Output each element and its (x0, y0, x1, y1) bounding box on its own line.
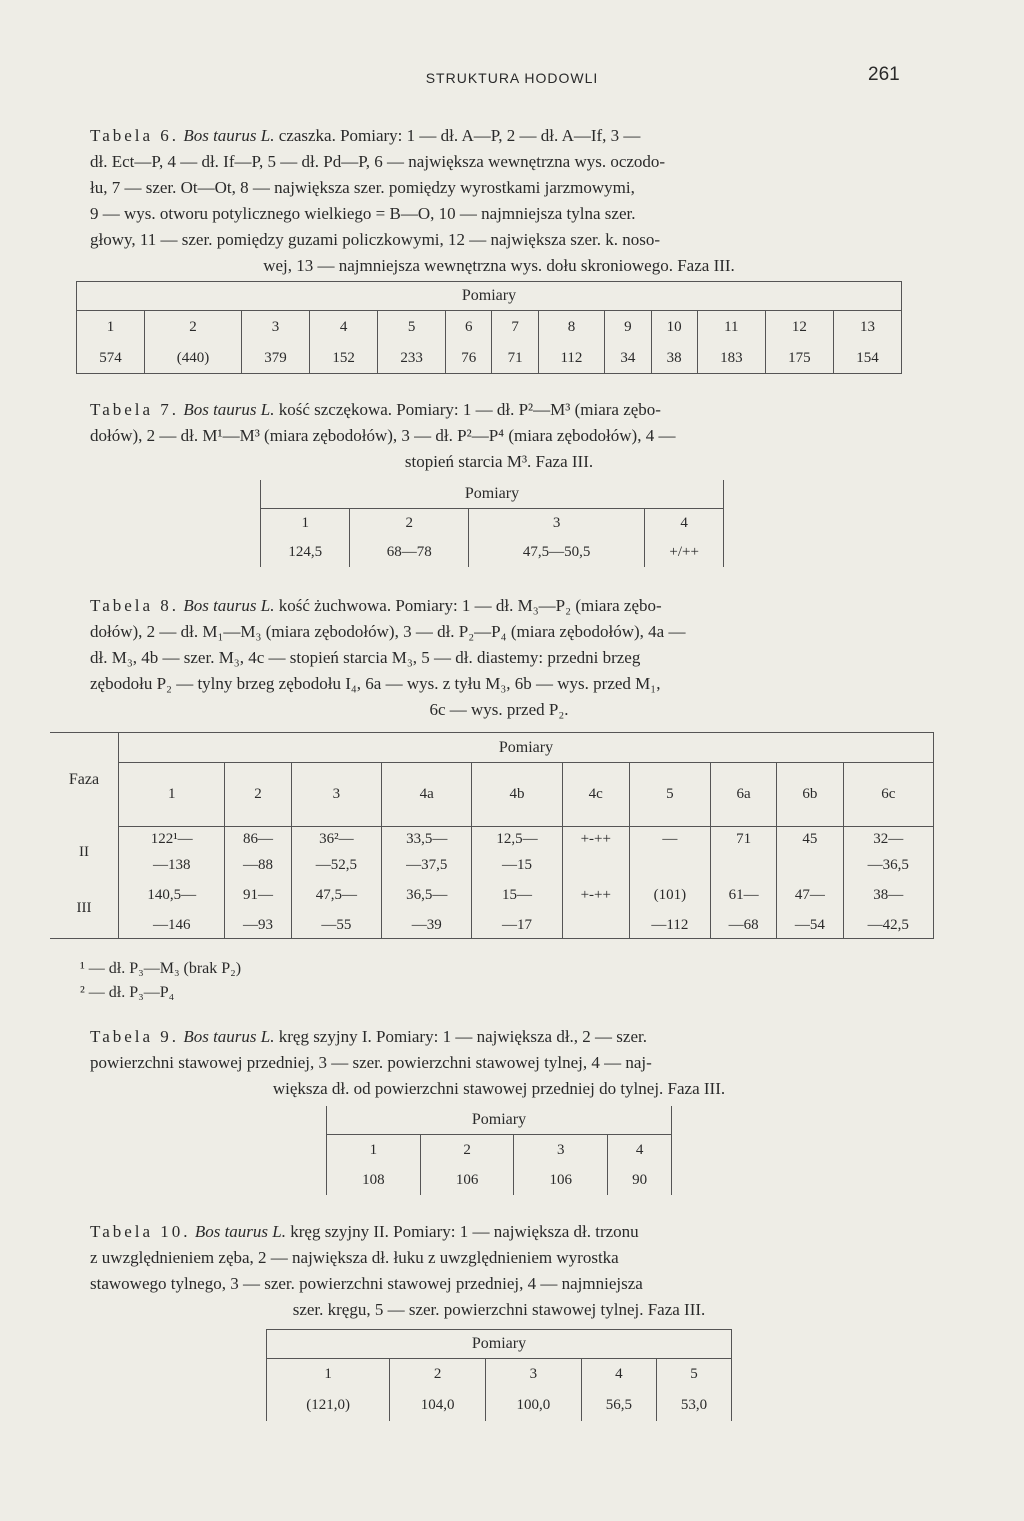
table-row (50, 913, 934, 939)
table6-cell: 233 (378, 344, 446, 374)
table7-pomiary-header: Pomiary (261, 480, 724, 509)
table8-cell (629, 853, 710, 879)
table9-header-row (327, 1135, 672, 1167)
table10-cell: 56,5 (581, 1391, 656, 1421)
table8-header-row (50, 763, 934, 827)
table9-caption-line1: kręg szyjny I. Pomiary: 1 — największa dł., 2 — szer. (278, 1027, 647, 1046)
table8-cell: 33,5— (382, 827, 472, 853)
table8-cell: 122¹— (150, 831, 193, 848)
table10-col-header: 5 (656, 1359, 731, 1391)
table9-col-header: 1 (327, 1135, 421, 1167)
table8-cell: —36,5 (843, 853, 933, 879)
table8-cell: —52,5 (291, 853, 381, 879)
table9-col-header: 4 (608, 1135, 672, 1167)
table8-col-header: 6a (710, 763, 776, 827)
table10-col-header: 4 (581, 1359, 656, 1391)
table9-cell: 108 (327, 1167, 421, 1195)
table8-cell: +-++ (562, 879, 629, 913)
table6-col-header: 7 (492, 311, 538, 344)
table8-cell (777, 853, 843, 879)
table8-cell: 61— (710, 879, 776, 913)
table10-col-header: 3 (486, 1359, 582, 1391)
table8-col-header: 1 (119, 763, 225, 827)
table8-label: Tabela 8. (90, 596, 180, 615)
table7-cell: 47,5—50,5 (468, 539, 644, 567)
table8-cell: 15— (472, 879, 562, 913)
table-row (50, 827, 934, 853)
table9-col-header: 2 (420, 1135, 514, 1167)
table9-caption-line3: większa dł. od powierzchni stawowej przedniej do tylnej. Faza III. (272, 1079, 726, 1098)
table9-cell: 106 (514, 1167, 608, 1195)
table8-cell: 45 (777, 827, 843, 853)
table8-cell: —17 (472, 913, 562, 939)
table8-caption-line4: zębodołu P₂ — tylny brzeg zębodołu I₄, 6a — wys. z tyłu M₃, 6b — wys. przed M₁, (90, 674, 661, 693)
table-row (50, 879, 934, 913)
table6-col-header: 3 (242, 311, 310, 344)
table8-cell: —37,5 (382, 853, 472, 879)
table-row (50, 853, 934, 879)
table8-col-header: 5 (629, 763, 710, 827)
table8-cell: —88 (225, 853, 291, 879)
table6-col-header: 1 (77, 311, 145, 344)
table6-cell: 379 (242, 344, 310, 374)
table8-cell: —42,5 (843, 913, 933, 939)
table6 (76, 281, 902, 374)
running-title: STRUKTURA HODOWLI (425, 70, 599, 86)
table8-cell: —138 (152, 857, 191, 873)
table6-col-header: 4 (310, 311, 378, 344)
table6-caption-line3: łu, 7 — szer. Ot—Ot, 8 — największa szer. pomiędzy wyrostkami jarzmowymi, (90, 178, 635, 197)
table8-col-header: 2 (225, 763, 291, 827)
table6-caption (90, 123, 908, 279)
table8-faza-header: Faza (50, 733, 119, 827)
table8-col-header: 4c (562, 763, 629, 827)
table6-cell: 152 (310, 344, 378, 374)
table9-species: Bos taurus L. (183, 1027, 275, 1046)
table6-cell: 76 (446, 344, 492, 374)
table10-col-header: 2 (390, 1359, 486, 1391)
table8-cell: —146 (119, 913, 225, 939)
table10-caption-line1: kręg szyjny II. Pomiary: 1 — największa dł. trzonu (290, 1222, 639, 1241)
table10-caption-line3: stawowego tylnego, 3 — szer. powierzchni stawowej przedniej, 4 — najmniejsza (90, 1274, 643, 1293)
table6-cell: (440) (145, 344, 242, 374)
table6-col-header: 11 (697, 311, 765, 344)
table9-value-row (327, 1167, 672, 1195)
table10-cell: 104,0 (390, 1391, 486, 1421)
table10-label: Tabela 10. (90, 1222, 191, 1241)
table9-pomiary-header: Pomiary (327, 1106, 672, 1135)
table7-cell: +/++ (645, 539, 724, 567)
table7-cell: 68—78 (350, 539, 468, 567)
table8-col-header: 6b (777, 763, 843, 827)
table8-caption-line5: 6c — wys. przed P₂. (429, 700, 569, 719)
table8-cell: —93 (225, 913, 291, 939)
table10-caption (90, 1219, 908, 1323)
table6-cell: 38 (651, 344, 697, 374)
table8-cell: —112 (629, 913, 710, 939)
table10-caption-line4: szer. kręgu, 5 — szer. powierzchni stawowej tylnej. Faza III. (292, 1300, 706, 1319)
table6-col-header: 8 (538, 311, 604, 344)
table8-cell: —68 (710, 913, 776, 939)
table8-cell (562, 853, 629, 879)
table6-col-header: 2 (145, 311, 242, 344)
table10 (266, 1329, 732, 1421)
table6-cell: 34 (605, 344, 651, 374)
table8-cell: 91— (225, 879, 291, 913)
table10-caption-line2: z uwzględnieniem zęba, 2 — największa dł. łuku z uwzględnieniem wyrostka (90, 1248, 619, 1267)
table9-cell: 106 (420, 1167, 514, 1195)
table7-header-row (261, 509, 724, 539)
table6-cell: 183 (697, 344, 765, 374)
table6-label: Tabela 6. (90, 126, 180, 145)
table8-cell: 38— (843, 879, 933, 913)
table6-pomiary-header: Pomiary (77, 282, 902, 311)
table8-faza-cell: III (50, 879, 119, 939)
table8-col-header: 6c (843, 763, 933, 827)
table8-faza-cell: II (50, 827, 119, 879)
table6-col-header: 13 (833, 311, 901, 344)
table7-col-header: 2 (350, 509, 468, 539)
table8-cell: +-++ (562, 827, 629, 853)
table6-col-header: 9 (605, 311, 651, 344)
table6-header-row (77, 311, 902, 344)
table8-cell: 140,5— (147, 887, 197, 903)
table9-caption-line2: powierzchni stawowej przedniej, 3 — szer. powierzchni stawowej tylnej, 4 — naj- (90, 1053, 652, 1072)
table6-cell: 112 (538, 344, 604, 374)
table8-cell: 12,5— (472, 827, 562, 853)
table8-col-header: 4a (382, 763, 472, 827)
table8-cell: —39 (382, 913, 472, 939)
table7-species: Bos taurus L. (183, 400, 275, 419)
table8-cell: —55 (291, 913, 381, 939)
table6-caption-line4: 9 — wys. otworu potylicznego wielkiego = B—O, 10 — najmniejsza tylna szer. (90, 204, 636, 223)
table8-cell: 71 (710, 827, 776, 853)
table7-caption-line3: stopień starcia M³. Faza III. (404, 452, 594, 471)
table8 (50, 732, 934, 939)
table9 (326, 1106, 672, 1195)
table6-caption-line6: wej, 13 — najmniejsza wewnętrzna wys. dołu skroniowego. Faza III. (263, 256, 735, 275)
table7-caption (90, 397, 908, 475)
table8-col-header: 4b (472, 763, 562, 827)
table7-col-header: 1 (261, 509, 350, 539)
table9-caption (90, 1024, 908, 1102)
table10-cell: (121,0) (267, 1391, 390, 1421)
table8-cell: 47,5— (291, 879, 381, 913)
table10-header-row (267, 1359, 732, 1391)
table10-col-header: 1 (267, 1359, 390, 1391)
table8-cell: — (629, 827, 710, 853)
table8-cell: —54 (777, 913, 843, 939)
table8-footnote-2: ² — dł. P₃—P₄ (80, 984, 175, 1001)
table10-pomiary-header: Pomiary (267, 1330, 732, 1359)
table6-col-header: 6 (446, 311, 492, 344)
table8-cell: (101) (629, 879, 710, 913)
table8-cell (710, 853, 776, 879)
table8-col-header: 3 (291, 763, 381, 827)
table8-cell: —15 (472, 853, 562, 879)
table6-col-header: 10 (651, 311, 697, 344)
table6-caption-line1: czaszka. Pomiary: 1 — dł. A—P, 2 — dł. A—If, 3 — (278, 126, 641, 145)
table8-species: Bos taurus L. (183, 596, 275, 615)
table8-pomiary-header: Pomiary (119, 733, 934, 763)
table6-cell: 175 (765, 344, 833, 374)
table7-caption-line1: kość szczękowa. Pomiary: 1 — dł. P²—M³ (miara zębo- (278, 400, 661, 419)
table7 (260, 480, 724, 567)
table9-cell: 90 (608, 1167, 672, 1195)
page-number: 261 (868, 64, 900, 85)
table8-footnote-1: ¹ — dł. P₃—M₃ (brak P₂) (80, 960, 242, 977)
table10-value-row (267, 1391, 732, 1421)
table6-cell: 71 (492, 344, 538, 374)
table6-col-header: 12 (765, 311, 833, 344)
table8-caption (90, 593, 908, 723)
table6-caption-line5: głowy, 11 — szer. pomiędzy guzami policzkowymi, 12 — największa szer. k. noso- (90, 230, 661, 249)
table8-caption-line2: dołów), 2 — dł. M₁—M₃ (miara zębodołów), 3 — dł. P₂—P₄ (miara zębodołów), 4a — (90, 622, 686, 641)
table6-col-header: 5 (378, 311, 446, 344)
table10-species: Bos taurus L. (194, 1222, 286, 1241)
table6-value-row (77, 344, 902, 374)
table8-cell: 36²— (291, 827, 381, 853)
table10-cell: 100,0 (486, 1391, 582, 1421)
table10-cell: 53,0 (656, 1391, 731, 1421)
table8-cell (562, 913, 629, 939)
table6-cell: 574 (77, 344, 145, 374)
table8-cell: 47— (777, 879, 843, 913)
table9-label: Tabela 9. (90, 1027, 180, 1046)
table7-value-row (261, 539, 724, 567)
table8-cell: 86— (225, 827, 291, 853)
table8-caption-line1: kość żuchwowa. Pomiary: 1 — dł. M₃—P₂ (miara zębo- (278, 596, 662, 615)
table6-caption-line2: dł. Ect—P, 4 — dł. If—P, 5 — dł. Pd—P, 6 — największa wewnętrzna wys. oczodo- (90, 152, 666, 171)
table6-species: Bos taurus L. (183, 126, 275, 145)
table7-cell: 124,5 (261, 539, 350, 567)
table8-caption-line3: dł. M₃, 4b — szer. M₃, 4c — stopień starcia M₃, 5 — dł. diastemy: przedni brzeg (90, 648, 641, 667)
table6-cell: 154 (833, 344, 901, 374)
table7-caption-line2: dołów), 2 — dł. M¹—M³ (miara zębodołów), 3 — dł. P²—P⁴ (miara zębodołów), 4 — (90, 426, 676, 445)
table8-cell: 32— (843, 827, 933, 853)
table7-col-header: 3 (468, 509, 644, 539)
table7-col-header: 4 (645, 509, 724, 539)
table9-col-header: 3 (514, 1135, 608, 1167)
table8-cell: 36,5— (382, 879, 472, 913)
table7-label: Tabela 7. (90, 400, 180, 419)
